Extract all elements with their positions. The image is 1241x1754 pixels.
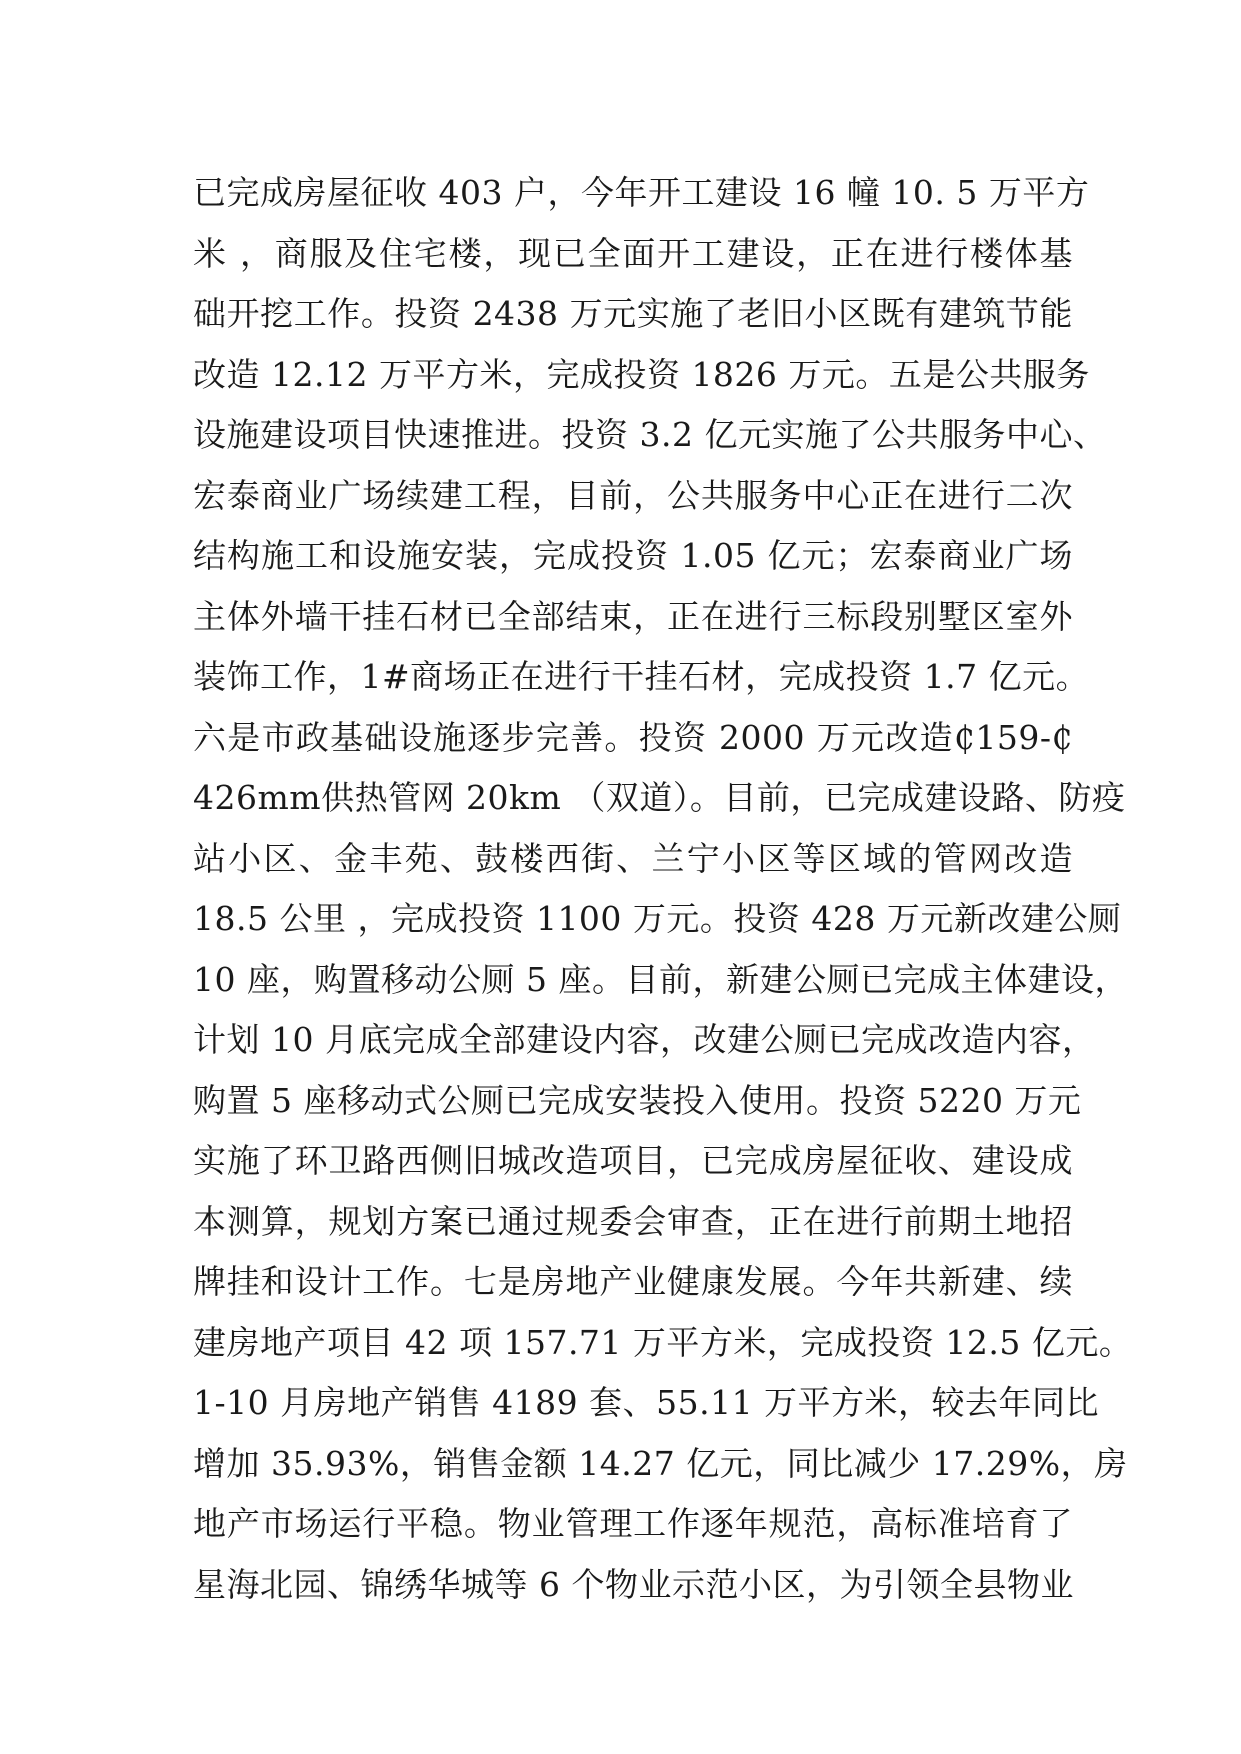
text-line: 星海北园、锦绣华城等 6 个物业示范小区，为引领全县物业 <box>193 1564 1074 1604</box>
text-line: 地产市场运行平稳。物业管理工作逐年规范，高标准培育了 <box>193 1504 1073 1543</box>
text-line: 米 ，商服及住宅楼，现已全面开工建设，正在进行楼体基 <box>193 233 1073 273</box>
text-line: 牌挂和设计工作。七是房地产业健康发展。今年共新建、续 <box>193 1262 1073 1301</box>
text-line: 购置 5 座移动式公厕已完成安装投入使用。投资 5220 万元 <box>193 1080 1082 1120</box>
text-line: 改造 12.12 万平方米，完成投资 1826 万元。五是公共服务 <box>193 354 1090 394</box>
text-line: 础开挖工作。投资 2438 万元实施了老旧小区既有建筑节能 <box>193 294 1073 333</box>
text-line: 站小区、金丰苑、鼓楼西街、兰宁小区等区域的管网改造 <box>193 838 1073 878</box>
text-line: 宏泰商业广场续建工程，目前，公共服务中心正在进行二次 <box>193 475 1073 515</box>
text-line: 18.5 公里 ，完成投资 1100 万元。投资 428 万元新改建公厕 <box>193 899 1122 938</box>
text-line: 已完成房屋征收 403 户，今年开工建设 16 幢 10. 5 万平方 <box>193 173 1090 212</box>
text-line: 增加 35.93%，销售金额 14.27 亿元，同比减少 17.29%，房 <box>193 1443 1128 1483</box>
text-line: 设施建设项目快速推进。投资 3.2 亿元实施了公共服务中心、 <box>193 415 1107 454</box>
text-line: 结构施工和设施安装，完成投资 1.05 亿元；宏泰商业广场 <box>193 536 1073 575</box>
text-line: 主体外墙干挂石材已全部结束，正在进行三标段别墅区室外 <box>193 596 1073 636</box>
body-text <box>193 163 1133 1615</box>
text-line: 六是市政基础设施逐步完善。投资 2000 万元改造₵159-₵ <box>193 717 1073 757</box>
text-line: 计划 10 月底完成全部建设内容，改建公厕已完成改造内容， <box>193 1020 1096 1059</box>
text-line: 1-10 月房地产销售 4189 套、55.11 万平方米，较去年同比 <box>193 1383 1100 1422</box>
text-line: 实施了环卫路西侧旧城改造项目，已完成房屋征收、建设成 <box>193 1141 1073 1180</box>
text-line: 建房地产项目 42 项 157.71 万平方米，完成投资 12.5 亿元。 <box>193 1322 1133 1362</box>
text-line: 426mm供热管网 20km （双道）。目前，已完成建设路、防疫 <box>193 778 1126 817</box>
text-line: 10 座，购置移动公厕 5 座。目前，新建公厕已完成主体建设， <box>193 959 1128 999</box>
text-line: 装饰工作，1#商场正在进行干挂石材，完成投资 1.7 亿元。 <box>193 657 1090 696</box>
text-line: 本测算，规划方案已通过规委会审查，正在进行前期土地招 <box>193 1201 1073 1241</box>
